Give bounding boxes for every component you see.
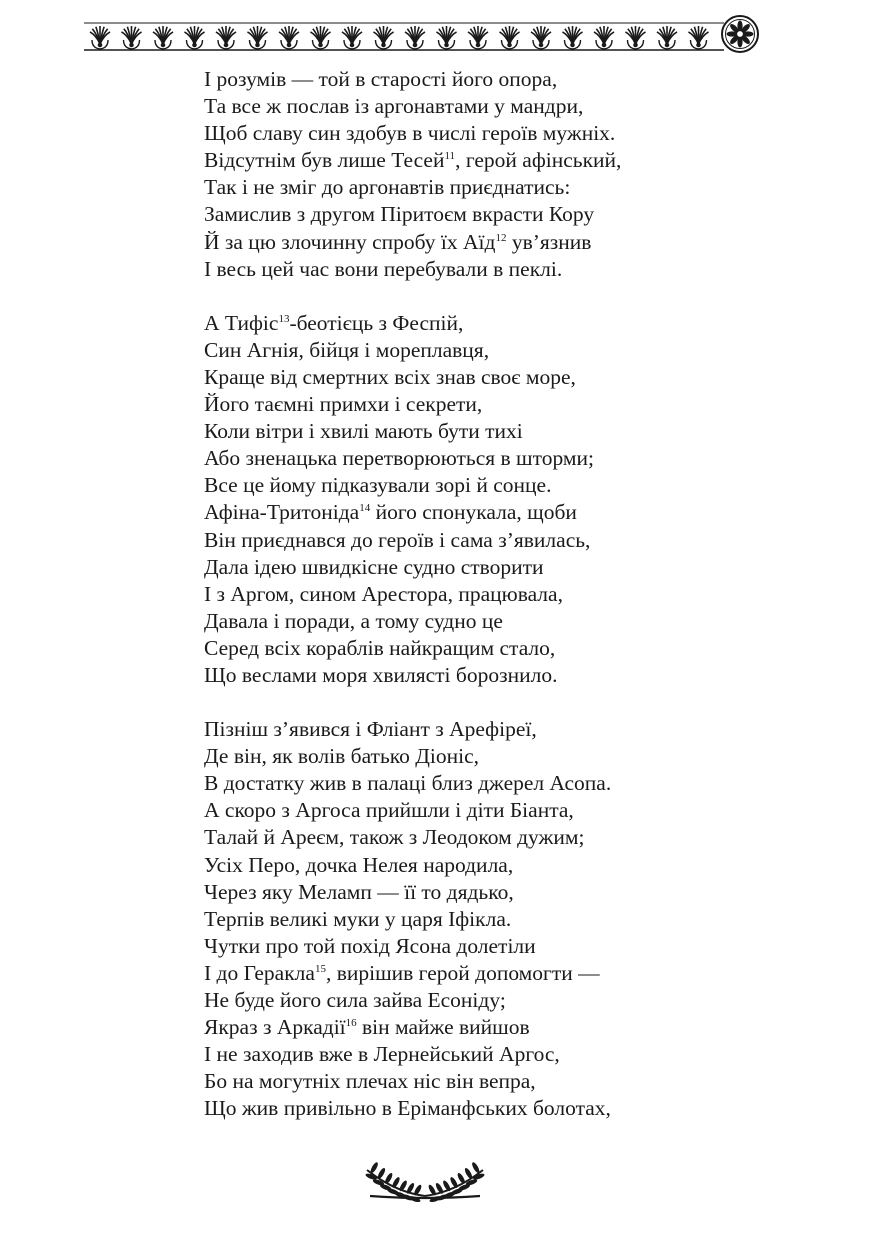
line-text-continued: -беотієць з Феспій,: [289, 310, 464, 335]
line-text: Так і не зміг до аргонавтів приєднатись:: [204, 175, 571, 200]
poem-line: [204, 906, 804, 933]
stanza: [204, 310, 804, 689]
line-text-continued: його спонукала, щоби: [370, 500, 577, 525]
footnote-reference: 14: [359, 502, 371, 515]
poem-line: [204, 608, 804, 635]
line-text: Якраз з Аркадії: [204, 1015, 346, 1040]
footnote-reference: 13: [278, 312, 290, 325]
line-text: А Тифіс: [204, 310, 279, 335]
line-text: Не буде його сила зайва Есоніду;: [204, 988, 506, 1012]
line-text: Чутки про той похід Ясона долетіли: [204, 933, 536, 958]
line-text: Його таємні примхи і секрети,: [204, 392, 483, 417]
line-text: Він приєднався до героїв і сама з’явилась,: [204, 527, 591, 552]
line-text-continued: він майже вийшов: [356, 1015, 530, 1040]
line-text: Усіх Перо, дочка Нелея народила,: [204, 852, 514, 877]
line-text: Давала і поради, а тому судно це: [204, 608, 503, 633]
palmette-motif: [90, 26, 110, 49]
palmette-motif: [373, 26, 393, 49]
line-text: В достатку жив в палаці близ джерел Асопа.: [204, 771, 612, 796]
poem-line: [204, 174, 804, 201]
palmette-motif: [688, 26, 708, 49]
palmette-motif: [184, 26, 204, 49]
line-text: Краще від смертних всіх знав своє море,: [204, 364, 576, 389]
palmette-motif: [121, 26, 141, 49]
poem-line: [204, 987, 804, 1014]
header-ornament-border: [84, 14, 764, 56]
line-text: І до Геракла: [204, 960, 315, 985]
poem-line: [204, 635, 804, 662]
poem-line: [204, 852, 804, 879]
poem-line: [204, 960, 804, 987]
footnote-reference: 16: [345, 1017, 357, 1030]
line-text: І з Аргом, сином Арестора, працювала,: [204, 581, 563, 606]
line-text-continued: ув’язнив: [506, 229, 592, 254]
poem-line: [204, 66, 804, 93]
palmette-motif: [342, 26, 362, 49]
poem-body: [204, 66, 804, 1149]
poem-line: [204, 310, 804, 337]
line-text: Талай й Ареєм, також з Леодоком дужим;: [204, 825, 585, 850]
line-text: Бо на могутніх плечах ніс він вепра,: [204, 1069, 536, 1094]
palmette-motif: [436, 26, 456, 49]
line-text: Через яку Меламп — її то дядько,: [204, 879, 514, 904]
greek-palmette-border-icon: [90, 26, 709, 49]
palmette-motif: [310, 26, 330, 49]
line-text: Що жив привільно в Еріманфських болотах,: [204, 1096, 611, 1121]
poem-line: [204, 743, 804, 770]
poem-line: [204, 554, 804, 581]
poem-line: [204, 418, 804, 445]
palmette-motif: [594, 26, 614, 49]
palmette-motif: [405, 26, 425, 49]
poem-line: [204, 1095, 804, 1122]
line-text-continued: , герой афінський,: [455, 148, 622, 173]
poem-line: [204, 256, 804, 283]
poem-line: [204, 337, 804, 364]
laurel-ribbon: [370, 1196, 480, 1198]
line-text: Син Агнія, бійця і мореплавця,: [204, 337, 490, 362]
poem-line: [204, 1041, 804, 1068]
palmette-motif: [562, 26, 582, 49]
palmette-motif: [216, 26, 236, 49]
poem-line: [204, 472, 804, 499]
palmette-motif: [468, 26, 488, 49]
poem-line: [204, 391, 804, 418]
line-text: І розумів — той в старості його опора,: [204, 67, 558, 91]
line-text-continued: , вирішив герой допомогти —: [325, 960, 600, 985]
poem-line: [204, 770, 804, 797]
line-text: Замислив з другом Піритоєм вкрасти Кору: [204, 202, 595, 227]
line-text: І весь цей час вони перебували в пеклі.: [204, 256, 563, 281]
footnote-reference: 12: [495, 231, 507, 244]
palmette-motif: [531, 26, 551, 49]
poem-line: [204, 445, 804, 472]
laurel-branches-icon: [360, 1156, 490, 1202]
line-text: Дала ідею швидкісне судно створити: [204, 554, 544, 579]
poem-line: [204, 527, 804, 554]
line-text: Пізніш з’явився і Фліант з Арефіреї,: [204, 717, 537, 742]
poem-line: [204, 147, 804, 174]
poem-line: [204, 797, 804, 824]
line-text: А скоро з Аргоса прийшли і діти Біанта,: [204, 798, 574, 823]
poem-line: [204, 581, 804, 608]
poem-line: [204, 201, 804, 228]
line-text: Відсутнім був лише Тесей: [204, 148, 445, 173]
poem-line: [204, 93, 804, 120]
footnote-reference: 11: [444, 150, 456, 163]
line-text: Все це йому підказували зорі й сонце.: [204, 473, 552, 498]
line-text: Коли вітри і хвилі мають бути тихі: [204, 419, 523, 444]
poem-line: [204, 933, 804, 960]
palmette-motif: [247, 26, 267, 49]
poem-line: [204, 229, 804, 256]
poem-line: [204, 1068, 804, 1095]
palmette-motif: [153, 26, 173, 49]
poem-line: [204, 824, 804, 851]
palmette-motif: [499, 26, 519, 49]
line-text: Афіна-Тритоніда: [204, 500, 360, 525]
stanza: [204, 66, 804, 283]
poem-line: [204, 879, 804, 906]
poem-line: [204, 716, 804, 743]
line-text: Й за цю злочинну спробу їх Аїд: [204, 229, 496, 254]
line-text: Де він, як волів батько Діоніс,: [204, 744, 480, 769]
poem-line: [204, 364, 804, 391]
line-text: Серед всіх кораблів найкращим стало,: [204, 635, 556, 660]
palmette-motif: [657, 26, 677, 49]
stanza: [204, 716, 804, 1122]
poem-line: [204, 1014, 804, 1041]
poem-line: [204, 499, 804, 526]
line-text: І не заходив вже в Лернейський Аргос,: [204, 1042, 560, 1067]
rosette-medallion-icon: [722, 16, 758, 52]
palmette-motif: [625, 26, 645, 49]
line-text: Що веслами моря хвилясті борознило.: [204, 662, 558, 687]
line-text: Або зненацька перетворюються в шторми;: [204, 446, 594, 471]
line-text: Та все ж послав із аргонавтами у мандри,: [204, 94, 584, 119]
poem-line: [204, 662, 804, 689]
line-text: Терпів великі муки у царя Іфікла.: [204, 906, 512, 931]
palmette-motif: [279, 26, 299, 49]
line-text: Щоб славу син здобув в числі героїв мужніх.: [204, 121, 616, 146]
footnote-reference: 15: [314, 962, 326, 975]
poem-line: [204, 120, 804, 147]
